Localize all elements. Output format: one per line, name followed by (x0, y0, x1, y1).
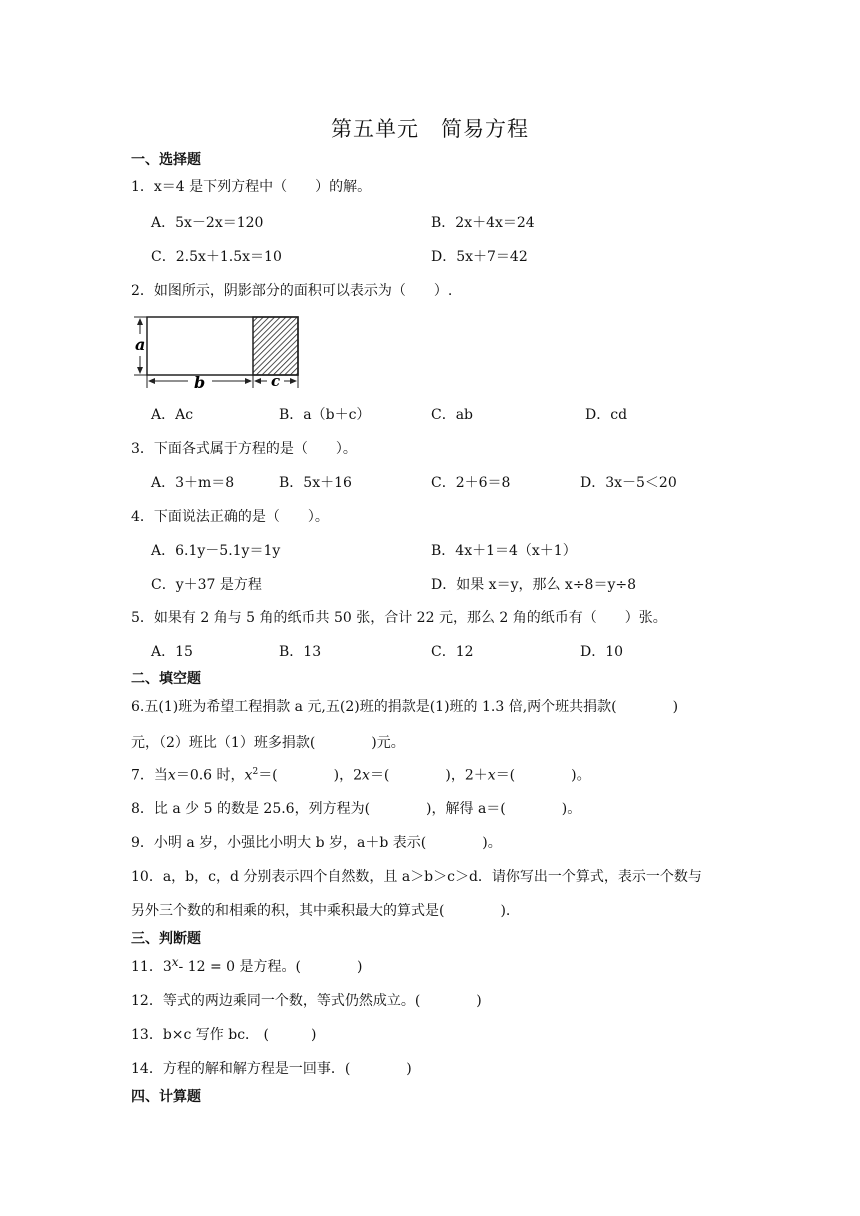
shaded-region (253, 317, 298, 375)
label-a: a (135, 335, 146, 354)
question-2-stem: 2．如图所示，阴影部分的面积可以表示为（ ）. (131, 283, 453, 299)
section-heading-calc: 四、计算题 (131, 1089, 201, 1105)
question-12: 12．等式的两边乘同一个数，等式仍然成立。( ) (131, 993, 482, 1009)
question-4-option-a: A．6.1y－5.1y＝1y (151, 543, 281, 559)
question-4-stem: 4．下面说法正确的是（ ）。 (131, 509, 329, 525)
question-3-option-b: B．5x＋16 (279, 475, 352, 491)
question-6-line-1: 6.五(1)班为希望工程捐款 a 元,五(2)班的捐款是(1)班的 1.3 倍,两个班共捐款( ) (131, 699, 679, 715)
question-10-line-2: 另外三个数的和相乘的积，其中乘积最大的算式是( ). (131, 903, 511, 919)
question-2-option-b: B．a（b＋c） (279, 407, 371, 423)
section-heading-choice: 一、选择题 (131, 152, 201, 168)
question-4-option-b: B．4x＋1＝4（x＋1） (431, 543, 577, 559)
question-2-option-c: C．ab (431, 407, 474, 423)
question-4-option-c: C．y＋37 是方程 (151, 577, 262, 593)
question-5-option-b: B．13 (279, 644, 322, 660)
question-10-line-1: 10．a，b，c，d 分别表示四个自然数，且 a＞b＞c＞d．请你写出一个算式，表示一个数与 (131, 869, 702, 885)
question-6-line-2: 元，（2）班比（1）班多捐款( )元。 (131, 735, 405, 751)
question-1-option-c: C．2.5x＋1.5x＝10 (151, 249, 282, 265)
section-heading-judge: 三、判断题 (131, 931, 201, 947)
question-9: 9．小明 a 岁，小强比小明大 b 岁，a＋b 表示( )。 (131, 835, 502, 851)
rectangle-figure (132, 312, 302, 392)
question-1-option-a: A．5x－2x＝120 (151, 215, 264, 231)
question-11: 11．3x- 12 = 0 是方程。( ) (131, 955, 363, 975)
question-3-option-d: D．3x－5＜20 (580, 475, 677, 491)
question-8: 8．比 a 少 5 的数是 25.6，列方程为( )，解得 a＝( )。 (131, 801, 582, 817)
question-5-option-c: C．12 (431, 644, 474, 660)
question-2-option-d: D．cd (585, 407, 628, 423)
question-5-option-d: D．10 (580, 644, 624, 660)
question-13: 13．b×c 写作 bc． ( ) (131, 1027, 317, 1043)
question-4-option-d: D．如果 x＝y，那么 x÷8＝y÷8 (431, 577, 637, 593)
question-14: 14．方程的解和解方程是一回事．( ) (131, 1061, 412, 1077)
section-heading-fill: 二、填空题 (131, 671, 201, 687)
label-b: b (194, 373, 206, 392)
question-2-option-a: A．Ac (151, 407, 194, 423)
question-3-option-a: A．3＋m＝8 (151, 475, 235, 491)
question-5-option-a: A．15 (151, 644, 193, 660)
question-1-option-b: B．2x＋4x＝24 (431, 215, 535, 231)
question-7: 7．当x＝0.6 时，$x^2=$( )，2x＝( )，2＋x＝( )。 (131, 767, 591, 784)
question-3-option-c: C．2＋6＝8 (431, 475, 511, 491)
question-3-stem: 3．下面各式属于方程的是（ ）。 (131, 441, 357, 457)
label-c: c (271, 372, 281, 390)
question-1-stem: 1．x＝4 是下列方程中（ ）的解。 (131, 179, 372, 195)
question-5-stem: 5．如果有 2 角与 5 角的纸币共 50 张，合计 22 元，那么 2 角的纸币有（ ）张。 (131, 610, 667, 626)
page-title: 第五单元 简易方程 (331, 117, 529, 141)
question-1-option-d: D．5x＋7＝42 (431, 249, 528, 265)
